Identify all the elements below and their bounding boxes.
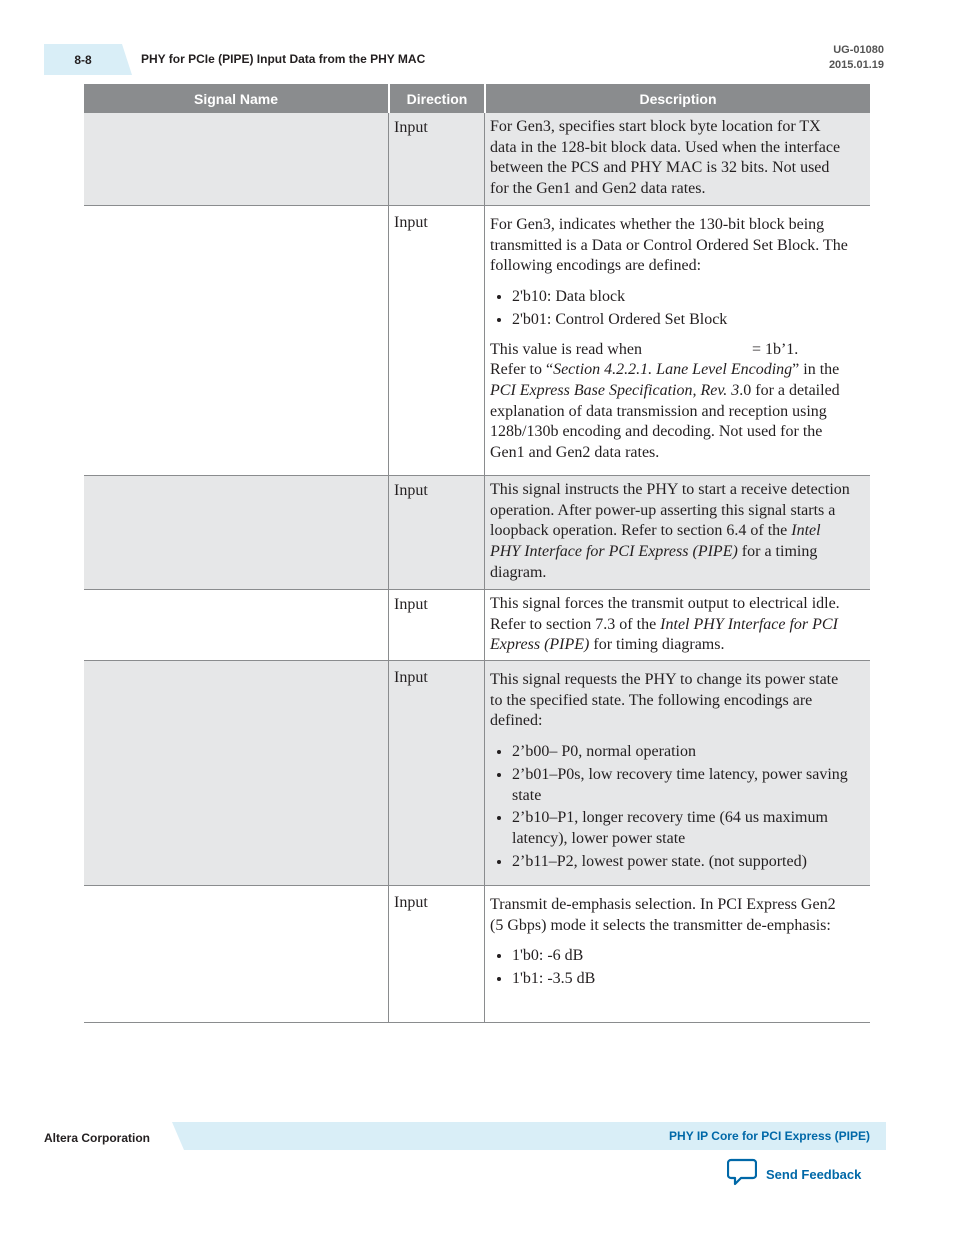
description-cell bbox=[484, 886, 870, 1022]
list-item: • 2’b10–P1, longer recovery time (64 us maximum latency), lower power state bbox=[512, 808, 850, 849]
description-fragment: for a timing diagram. bbox=[490, 543, 818, 581]
signal-table bbox=[84, 84, 870, 1023]
send-feedback-button[interactable] bbox=[727, 1158, 861, 1191]
direction-cell: Input bbox=[388, 476, 484, 589]
doc-id: UG-01080 bbox=[833, 44, 884, 56]
doc-date: 2015.01.19 bbox=[828, 59, 884, 71]
signal-name-cell bbox=[84, 661, 388, 885]
description-cell bbox=[484, 661, 870, 885]
spec-reference: Intel PHY Interface for PCI Express (PIPE) bbox=[490, 522, 821, 561]
direction-cell: Input bbox=[388, 206, 484, 475]
signal-name-cell bbox=[84, 886, 388, 1022]
description-text: For Gen3, specifies start block byte location for TX data in the 128-bit block data. Used when the interface between the PCS and PHY MAC is 32 bits. Not used for the Gen1 and Gen2 data rates. bbox=[490, 118, 841, 198]
description-text bbox=[490, 480, 850, 584]
description-text: For Gen3, indicates whether the 130-bit block being transmitted is a Data or Control Ordered Set Block. The following encodings are defined: bbox=[490, 216, 848, 275]
table-row bbox=[84, 113, 870, 206]
encoding-list bbox=[490, 742, 850, 872]
list-item: • 2'b10: Data block bbox=[512, 287, 850, 308]
spec-section-reference: Section 4.2.2.1. Lane Level Encoding bbox=[553, 361, 793, 379]
description-fragment: This signal forces the transmit output to electrical idle. Refer to section 7.3 of the bbox=[490, 595, 840, 633]
spec-reference: PCI Express Base Specification, Rev. 3 bbox=[490, 381, 740, 399]
direction-cell: Input bbox=[388, 661, 484, 885]
column-header-direction: Direction bbox=[388, 84, 484, 113]
list-item: • 2’b00– P0, normal operation bbox=[512, 742, 850, 763]
section-title: PHY for PCIe (PIPE) Input Data from the PHY MAC bbox=[141, 52, 426, 66]
list-item: • 2’b11–P2, lowest power state. (not supported) bbox=[512, 852, 850, 873]
signal-name-cell bbox=[84, 206, 388, 475]
description-text: Transmit de-emphasis selection. In PCI Express Gen2 (5 Gbps) mode it selects the transmitter de-emphasis: bbox=[490, 896, 836, 934]
send-feedback-label[interactable]: Send Feedback bbox=[766, 1167, 862, 1182]
list-item: • 1'b1: -3.5 dB bbox=[512, 969, 850, 990]
description-cell bbox=[484, 206, 870, 475]
description-cell bbox=[484, 476, 870, 589]
table-row bbox=[84, 661, 870, 886]
table-row bbox=[84, 886, 870, 1023]
encoding-list bbox=[490, 946, 850, 989]
signal-name-cell bbox=[84, 113, 388, 205]
list-item: • 1'b0: -6 dB bbox=[512, 946, 850, 967]
direction-cell: Input bbox=[388, 590, 484, 660]
direction-cell: Input bbox=[388, 113, 484, 205]
table-row bbox=[84, 476, 870, 590]
footer-doc-title-link[interactable]: PHY IP Core for PCI Express (PIPE) bbox=[669, 1129, 870, 1143]
spec-reference: Intel PHY Interface for PCI Express (PIPE) bbox=[490, 615, 838, 654]
company-name: Altera Corporation bbox=[44, 1131, 151, 1145]
column-header-signal-name: Signal Name bbox=[193, 90, 279, 107]
list-item: • 2’b01–P0s, low recovery time latency, power saving state bbox=[512, 765, 850, 806]
description-text-extra bbox=[490, 340, 850, 464]
description-fragment: This signal instructs the PHY to start a receive detection operation. After power-up asserting this signal starts a loopback operation. Refer to section 6.4 of the bbox=[490, 481, 850, 540]
description-text: This signal requests the PHY to change its power state to the specified state. The following encodings are defined: bbox=[490, 671, 839, 730]
description-text bbox=[490, 594, 850, 656]
table-row bbox=[84, 206, 870, 476]
direction-cell: Input bbox=[388, 886, 484, 1022]
page-number: 8-8 bbox=[74, 52, 92, 67]
speech-bubble-icon bbox=[727, 1158, 757, 1191]
description-fragment: ” in the bbox=[792, 361, 840, 379]
column-header-description: Description bbox=[484, 84, 870, 113]
doc-info bbox=[829, 43, 884, 73]
signal-name-cell bbox=[84, 590, 388, 660]
description-fragment: .0 for a detailed explanation of data transmission and reception using 128b/130b encoding and decoding. Not used for the Gen1 and Gen2 data rates. bbox=[490, 381, 840, 462]
description-fragment: This value is read when bbox=[490, 340, 642, 358]
list-item: • 2'b01: Control Ordered Set Block bbox=[512, 310, 850, 331]
description-fragment: Refer to “ bbox=[490, 361, 554, 379]
signal-name-cell bbox=[84, 476, 388, 589]
description-fragment: = 1b’1. bbox=[751, 340, 799, 358]
description-cell bbox=[484, 113, 870, 205]
table-header bbox=[84, 84, 870, 113]
encoding-list bbox=[490, 287, 850, 330]
description-fragment: for timing diagrams. bbox=[589, 636, 725, 654]
description-cell bbox=[484, 590, 870, 660]
table-row bbox=[84, 590, 870, 661]
